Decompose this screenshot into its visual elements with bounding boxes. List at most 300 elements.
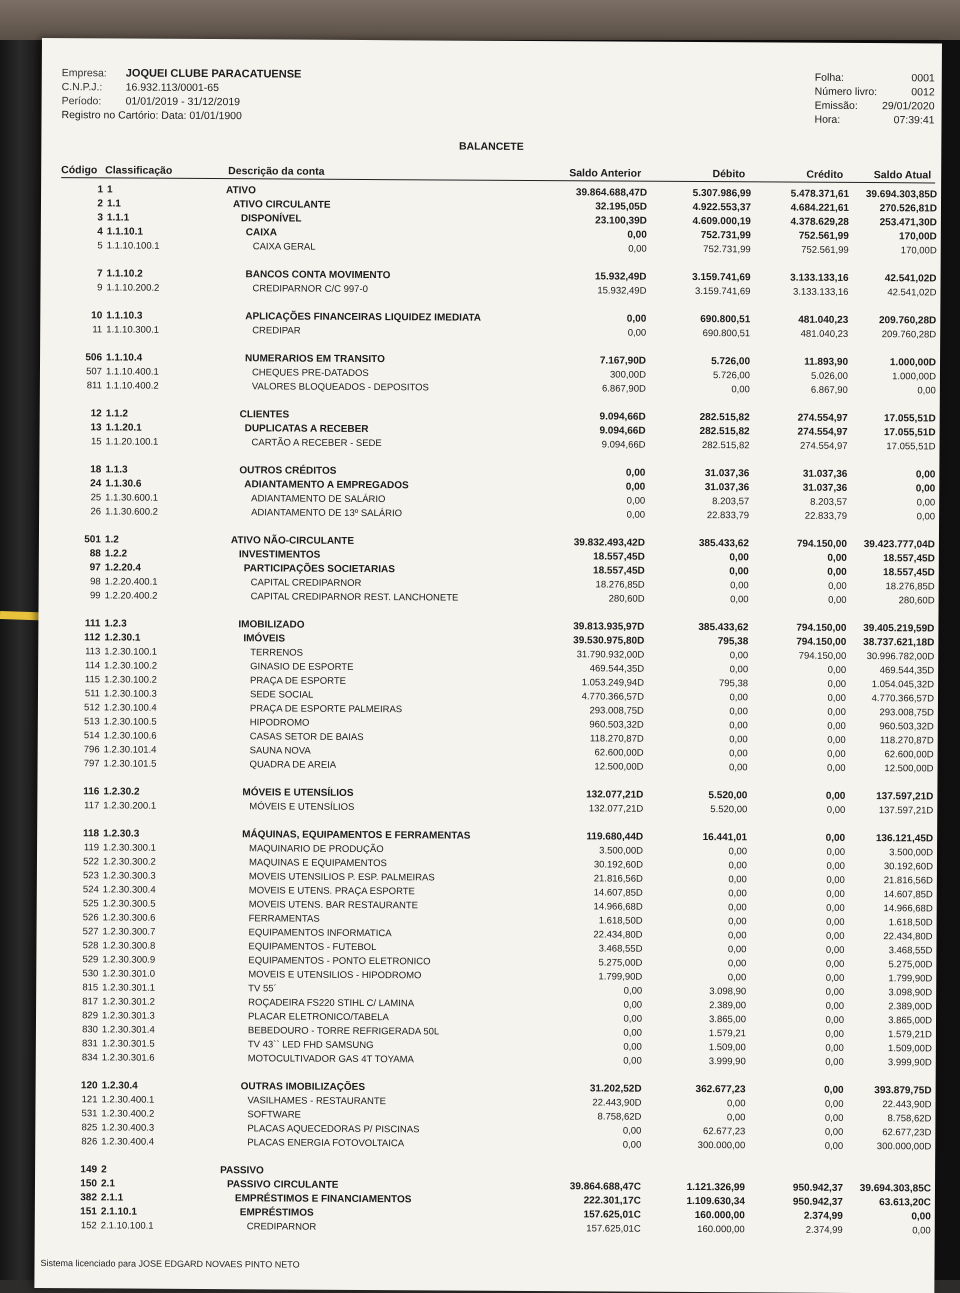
debito-cell: 3.098,90 xyxy=(709,986,747,998)
codigo-cell: 113 xyxy=(85,646,101,658)
codigo-cell: 18 xyxy=(90,464,102,476)
descricao-cell: GINASIO DE ESPORTE xyxy=(250,661,354,673)
saldo-atual-cell: 18.276,85D xyxy=(885,581,935,593)
classificacao-cell: 1.2.30.301.2 xyxy=(102,996,155,1008)
credito-cell: 0,00 xyxy=(825,1000,845,1012)
saldo-anterior-cell: 14.607,85D xyxy=(593,887,643,899)
saldo-anterior-cell: 0,00 xyxy=(628,243,647,255)
credito-cell: 0,00 xyxy=(825,1014,845,1026)
registro-value: Registro no Cartório: Data: 01/01/1900 xyxy=(61,109,242,123)
saldo-atual-cell: 30.192,60D xyxy=(883,861,933,873)
descricao-cell: MOVEIS E UTENS. PRAÇA ESPORTE xyxy=(248,885,415,898)
codigo-cell: 817 xyxy=(82,996,99,1008)
cnpj-value: 16.932.113/0001-65 xyxy=(125,81,219,95)
saldo-anterior-cell: 0,00 xyxy=(625,467,646,479)
saldo-atual-cell: 17.055,51D xyxy=(886,441,936,453)
descricao-cell: DUPLICATAS A RECEBER xyxy=(244,423,369,436)
empresa-label: Empresa: xyxy=(61,67,107,80)
codigo-cell: 526 xyxy=(82,912,99,924)
codigo-cell: 152 xyxy=(80,1220,97,1232)
debito-cell: 752.731,99 xyxy=(703,244,751,256)
saldo-atual-cell: 8.758,62D xyxy=(887,1113,932,1125)
col-classificacao: Classificação xyxy=(105,164,173,177)
folha-value: 0001 xyxy=(911,72,935,85)
debito-cell: 362.677,23 xyxy=(695,1084,746,1096)
credito-cell: 0,00 xyxy=(826,902,845,914)
classificacao-cell: 1.2.30.301.3 xyxy=(101,1010,155,1022)
saldo-anterior-cell: 15.932,49D xyxy=(594,271,647,283)
classificacao-cell: 2.1.10.100.1 xyxy=(100,1220,154,1232)
credito-cell: 274.554,97 xyxy=(799,440,848,452)
saldo-atual-cell: 2.389,00D xyxy=(888,1001,933,1013)
classificacao-cell: 1.1.1 xyxy=(106,212,130,224)
saldo-atual-cell: 1.579,21D xyxy=(888,1029,932,1041)
credito-cell: 5.026,00 xyxy=(810,370,848,382)
debito-cell: 0,00 xyxy=(728,860,747,872)
debito-cell: 0,00 xyxy=(729,566,749,578)
descricao-cell: ATIVO NÃO-CIRCULANTE xyxy=(230,535,355,547)
descricao-cell: APLICAÇÕES FINANCEIRAS LIQUIDEZ IMEDIATA xyxy=(245,311,482,324)
descricao-cell: EMPRÉSTIMOS xyxy=(239,1207,314,1219)
saldo-atual-cell: 209.760,28D xyxy=(878,315,937,327)
saldo-atual-cell: 1.054.045,32D xyxy=(871,679,935,691)
credito-cell: 11.893,90 xyxy=(804,356,849,368)
credito-cell: 274.554,97 xyxy=(797,412,848,424)
credito-cell: 0,00 xyxy=(825,944,845,956)
periodo-value: 01/01/2019 - 31/12/2019 xyxy=(125,95,241,109)
descricao-cell: CAPITAL CREDIPARNOR xyxy=(250,577,362,589)
descricao-cell: TERRENOS xyxy=(250,647,304,659)
saldo-anterior-cell: 0,00 xyxy=(627,327,647,339)
classificacao-cell: 1.2.30.200.1 xyxy=(103,800,157,812)
debito-cell: 385.433,62 xyxy=(698,622,749,634)
livro-value: 0012 xyxy=(911,86,935,99)
cnpj-label: C.N.P.J.: xyxy=(61,81,103,94)
classificacao-cell: 1.2.30.301.5 xyxy=(101,1038,155,1050)
classificacao-cell: 1 xyxy=(107,184,113,196)
saldo-atual-cell: 39.405.219,59D xyxy=(863,623,935,635)
saldo-atual-cell: 39.694.303,85D xyxy=(865,189,938,201)
descricao-cell: ATIVO CIRCULANTE xyxy=(232,199,331,211)
descricao-cell: CAIXA GERAL xyxy=(252,241,316,253)
saldo-anterior-cell: 30.192,60D xyxy=(593,859,643,871)
credito-cell: 3.133.133,16 xyxy=(790,272,849,284)
saldo-anterior-cell: 0,00 xyxy=(626,313,647,325)
saldo-anterior-cell: 1.799,90D xyxy=(598,971,643,983)
codigo-cell: 797 xyxy=(83,758,100,770)
credito-cell: 950.942,37 xyxy=(792,1196,843,1208)
credito-cell: 0,00 xyxy=(826,846,846,858)
credito-cell: 4.378.629,28 xyxy=(790,216,849,228)
descricao-cell: SOFTWARE xyxy=(247,1109,301,1121)
classificacao-cell: 1.1.10.400.2 xyxy=(105,380,159,392)
saldo-anterior-cell: 14.966,68D xyxy=(593,901,643,913)
codigo-cell: 151 xyxy=(80,1206,97,1218)
codigo-cell: 97 xyxy=(89,562,101,574)
debito-cell: 3.999,90 xyxy=(708,1056,746,1068)
credito-cell: 2.374,99 xyxy=(803,1210,843,1222)
classificacao-cell: 2.1 xyxy=(100,1178,115,1190)
saldo-anterior-cell: 0,00 xyxy=(625,481,646,493)
saldo-anterior-cell: 5.275,00D xyxy=(598,957,643,969)
saldo-atual-cell: 209.760,28D xyxy=(881,329,937,341)
credito-cell: 0,00 xyxy=(825,972,845,984)
debito-cell: 0,00 xyxy=(728,916,747,928)
codigo-cell: 116 xyxy=(83,786,100,798)
saldo-atual-cell: 270.526,81D xyxy=(879,203,938,215)
balancete-sheet xyxy=(34,38,942,1293)
codigo-cell: 530 xyxy=(82,968,99,980)
codigo-cell: 525 xyxy=(82,898,99,910)
saldo-atual-cell: 960.503,32D xyxy=(879,721,934,733)
codigo-cell: 796 xyxy=(83,744,100,756)
descricao-cell: CREDIPAR xyxy=(252,325,301,337)
credito-cell: 0,00 xyxy=(824,1084,844,1096)
emissao-label: Emissão: xyxy=(814,99,858,112)
codigo-cell: 12 xyxy=(90,408,102,420)
saldo-anterior-cell: 0,00 xyxy=(623,985,643,997)
credito-cell: 0,00 xyxy=(828,580,847,592)
debito-cell: 0,00 xyxy=(727,944,747,956)
saldo-atual-cell: 14.607,85D xyxy=(883,889,933,901)
classificacao-cell: 1.2.30.301.4 xyxy=(101,1024,155,1036)
classificacao-cell: 1.2.30.1 xyxy=(104,632,141,644)
classificacao-cell: 1.2.30.300.5 xyxy=(102,898,156,910)
saldo-atual-cell: 0,00 xyxy=(916,511,936,523)
credito-cell: 0,00 xyxy=(824,1112,844,1124)
codigo-cell: 514 xyxy=(83,730,100,742)
company-header xyxy=(61,66,301,123)
debito-cell: 0,00 xyxy=(730,594,749,606)
classificacao-cell: 1.2.30.101.4 xyxy=(103,744,157,756)
credito-cell: 6.867,90 xyxy=(810,384,848,396)
descricao-cell: ADIANTAMENTO DE 13º SALÁRIO xyxy=(251,507,403,520)
saldo-anterior-cell: 222.301,17C xyxy=(583,1195,641,1207)
saldo-atual-cell: 39.423.777,04D xyxy=(863,539,935,551)
credito-cell: 0,00 xyxy=(825,790,846,802)
saldo-atual-cell: 14.966,68D xyxy=(883,903,933,915)
debito-cell: 0,00 xyxy=(730,580,749,592)
debito-cell: 5.520,00 xyxy=(710,804,748,816)
codigo-cell: 115 xyxy=(84,674,101,686)
hora-value: 07:39:41 xyxy=(893,114,935,127)
empresa-value: JOQUEI CLUBE PARACATUENSE xyxy=(125,67,302,81)
credito-cell: 0,00 xyxy=(824,1126,844,1138)
credito-cell: 5.478.371,61 xyxy=(790,188,850,200)
credito-cell: 794.150,00 xyxy=(796,622,847,634)
descricao-cell: HIPODROMO xyxy=(249,717,310,729)
descricao-cell: EQUIPAMENTOS - PONTO ELETRONICO xyxy=(248,955,431,968)
debito-cell: 31.037,36 xyxy=(704,482,750,494)
descricao-cell: MÁQUINAS, EQUIPAMENTOS E FERRAMENTAS xyxy=(242,829,471,842)
codigo-cell: 26 xyxy=(90,506,102,518)
debito-cell: 0,00 xyxy=(731,384,750,396)
codigo-cell: 826 xyxy=(81,1136,98,1148)
credito-cell: 0,00 xyxy=(827,552,847,564)
saldo-atual-cell: 170,00D xyxy=(898,231,937,243)
debito-cell: 300.000,00 xyxy=(697,1140,746,1152)
codigo-cell: 825 xyxy=(81,1122,98,1134)
credito-cell: 0,00 xyxy=(825,1042,844,1054)
saldo-anterior-cell: 18.276,85D xyxy=(595,579,645,591)
debito-cell: 3.865,00 xyxy=(708,1014,747,1026)
saldo-atual-cell: 0,00 xyxy=(912,1225,931,1237)
descricao-cell: CLIENTES xyxy=(239,409,290,421)
saldo-atual-cell: 0,00 xyxy=(911,1211,931,1223)
codigo-cell: 830 xyxy=(82,1024,98,1036)
codigo-cell: 25 xyxy=(90,492,102,504)
saldo-atual-cell: 62.600,00D xyxy=(884,749,934,761)
saldo-anterior-cell: 12.500,00D xyxy=(594,761,644,773)
saldo-atual-cell: 118.270,87D xyxy=(879,735,934,747)
descricao-cell: TV 43`` LED FHD SAMSUNG xyxy=(247,1039,374,1052)
credito-cell: 0,00 xyxy=(827,678,847,690)
saldo-anterior-cell: 21.816,56D xyxy=(593,873,643,885)
descricao-cell: MÓVEIS E UTENSÍLIOS xyxy=(242,787,354,799)
credito-cell: 950.942,37 xyxy=(792,1182,844,1194)
codigo-cell: 829 xyxy=(82,1010,99,1022)
credito-cell: 31.037,36 xyxy=(802,468,848,480)
codigo-cell: 811 xyxy=(86,380,102,392)
credito-cell: 481.040,23 xyxy=(800,328,849,340)
debito-cell: 0,00 xyxy=(726,1112,746,1124)
descricao-cell: CHEQUES PRE-DATADOS xyxy=(251,367,369,380)
descricao-cell: TV 55´ xyxy=(248,983,277,995)
saldo-anterior-cell: 157.625,01C xyxy=(583,1209,641,1221)
saldo-anterior-cell: 0,00 xyxy=(623,999,643,1011)
classificacao-cell: 1.1.10.2 xyxy=(106,268,143,280)
saldo-atual-cell: 3.865,00D xyxy=(888,1015,933,1027)
credito-cell: 2.374,99 xyxy=(805,1224,843,1236)
saldo-anterior-cell: 31.202,52D xyxy=(589,1083,642,1095)
debito-cell: 0,00 xyxy=(727,972,747,984)
credito-cell: 794.150,00 xyxy=(796,636,847,648)
saldo-atual-cell: 280,60D xyxy=(898,595,935,607)
descricao-cell: MAQUINARIO DE PRODUÇÃO xyxy=(249,843,384,856)
codigo-cell: 512 xyxy=(84,702,100,714)
col-saldo-anterior: Saldo Anterior xyxy=(569,167,642,180)
debito-cell: 0,00 xyxy=(729,650,749,662)
debito-cell: 0,00 xyxy=(728,902,747,914)
saldo-anterior-cell: 0,00 xyxy=(622,1139,642,1151)
classificacao-cell: 1.1.30.6 xyxy=(105,478,142,490)
saldo-atual-cell: 38.737.621,18D xyxy=(863,637,935,649)
codigo-cell: 5 xyxy=(97,240,103,252)
debito-cell: 690.800,51 xyxy=(700,314,751,326)
classificacao-cell: 1.1.30.600.2 xyxy=(105,506,158,518)
saldo-anterior-cell: 62.600,00D xyxy=(594,747,644,759)
credito-cell: 0,00 xyxy=(827,720,846,732)
credito-cell: 0,00 xyxy=(827,748,846,760)
classificacao-cell: 1.2.30.301.0 xyxy=(102,968,156,980)
saldo-anterior-cell: 119.680,44D xyxy=(586,831,644,843)
license-footer: Sistema licenciado para JOSE EDGARD NOVAES PINTO NETO xyxy=(40,1258,300,1270)
credito-cell: 0,00 xyxy=(825,1028,844,1040)
classificacao-cell: 1.2.30.100.4 xyxy=(103,702,157,714)
saldo-atual-cell: 42.541,02D xyxy=(884,273,937,285)
classificacao-cell: 1.2.30.2 xyxy=(103,786,140,798)
classificacao-cell: 1.2.30.300.9 xyxy=(102,954,156,966)
descricao-cell: ADIANTAMENTO A EMPREGADOS xyxy=(244,479,409,492)
debito-cell: 0,00 xyxy=(726,1098,746,1110)
classificacao-cell: 1.1.20.1 xyxy=(105,422,142,434)
saldo-anterior-cell: 39.832.493,42D xyxy=(573,537,645,549)
codigo-cell: 522 xyxy=(83,856,100,868)
debito-cell: 4.609.000,19 xyxy=(692,215,751,228)
saldo-anterior-cell: 22.434,80D xyxy=(593,929,643,941)
saldo-atual-cell: 0,00 xyxy=(915,469,936,481)
credito-cell: 0,00 xyxy=(824,1140,844,1152)
debito-cell: 0,00 xyxy=(729,762,748,774)
credito-cell: 752.561,99 xyxy=(801,244,849,256)
credito-cell: 752.561,99 xyxy=(798,230,849,242)
saldo-atual-cell: 22.434,80D xyxy=(883,931,933,943)
classificacao-cell: 1.1.10.4 xyxy=(106,352,143,364)
saldo-anterior-cell: 118.270,87D xyxy=(589,733,644,745)
codigo-cell: 382 xyxy=(80,1192,97,1204)
codigo-cell: 10 xyxy=(91,310,103,322)
credito-cell: 0,00 xyxy=(826,860,845,872)
credito-cell: 0,00 xyxy=(825,930,845,942)
saldo-anterior-cell: 0,00 xyxy=(622,1125,642,1137)
codigo-cell: 98 xyxy=(90,576,101,588)
saldo-anterior-cell: 6.867,90D xyxy=(601,383,646,395)
classificacao-cell: 1.2.20.400.1 xyxy=(104,576,158,588)
descricao-cell: SEDE SOCIAL xyxy=(249,689,314,701)
classificacao-cell: 1.1.3 xyxy=(105,464,128,476)
credito-cell: 794.150,00 xyxy=(796,538,847,550)
descricao-cell: ATIVO xyxy=(226,185,256,197)
codigo-cell: 1 xyxy=(97,184,104,196)
classificacao-cell: 1.2.2 xyxy=(104,548,128,560)
saldo-atual-cell: 3.999,90D xyxy=(887,1057,932,1069)
report-info xyxy=(814,71,934,128)
classificacao-cell: 2 xyxy=(101,1164,107,1176)
codigo-cell: 513 xyxy=(83,716,100,728)
classificacao-cell: 1.1.20.100.1 xyxy=(105,436,159,448)
saldo-anterior-cell: 8.758,62D xyxy=(597,1111,642,1123)
descricao-cell: PARTICIPAÇÕES SOCIETARIAS xyxy=(243,563,395,576)
saldo-atual-cell: 30.996.782,00D xyxy=(866,651,935,663)
credito-cell: 0,00 xyxy=(825,832,846,844)
debito-cell: 282.515,82 xyxy=(699,412,750,424)
saldo-atual-cell: 4.770.366,57D xyxy=(871,693,935,705)
saldo-atual-cell: 3.500,00D xyxy=(889,847,934,859)
saldo-atual-cell: 22.443,90D xyxy=(882,1099,932,1111)
classificacao-cell: 1.1.10.1 xyxy=(106,226,144,238)
saldo-atual-cell: 17.055,51D xyxy=(883,413,936,425)
descricao-cell: EMPRÉSTIMOS E FINANCIAMENTOS xyxy=(234,1193,412,1206)
classificacao-cell: 1.2.30.300.6 xyxy=(102,912,156,924)
debito-cell: 0,00 xyxy=(729,720,748,732)
debito-cell: 5.726,00 xyxy=(712,370,750,382)
descricao-cell: CASAS SETOR DE BAIAS xyxy=(249,731,364,743)
descricao-cell: PASSIVO CIRCULANTE xyxy=(226,1179,339,1191)
debito-cell: 5.520,00 xyxy=(708,790,748,802)
debito-cell: 1.579,21 xyxy=(708,1028,746,1040)
classificacao-cell: 1.1 xyxy=(106,198,121,210)
debito-cell: 31.037,36 xyxy=(704,468,750,480)
debito-cell: 752.731,99 xyxy=(700,230,751,242)
col-codigo: Código xyxy=(61,164,98,177)
codigo-cell: 99 xyxy=(89,590,101,602)
saldo-anterior-cell: 39.813.935,97D xyxy=(573,621,645,633)
codigo-cell: 9 xyxy=(97,282,103,294)
codigo-cell: 834 xyxy=(81,1052,98,1064)
debito-cell: 1.121.326,99 xyxy=(686,1181,746,1194)
classificacao-cell: 1.2.30.400.2 xyxy=(101,1108,155,1120)
classificacao-cell: 1.1.10.3 xyxy=(106,310,143,322)
saldo-atual-cell: 137.597,21D xyxy=(876,791,934,803)
debito-cell: 0,00 xyxy=(729,552,749,564)
saldo-anterior-cell: 3.500,00D xyxy=(599,845,644,857)
table-header xyxy=(61,161,935,183)
classificacao-cell: 1.1.30.600.1 xyxy=(105,492,159,504)
classificacao-cell: 1.2.30.3 xyxy=(103,828,140,840)
classificacao-cell: 1.2.30.400.1 xyxy=(101,1094,155,1106)
classificacao-cell: 1.2.30.100.6 xyxy=(103,730,157,742)
saldo-anterior-cell: 132.077,21D xyxy=(586,789,644,801)
saldo-anterior-cell: 15.932,49D xyxy=(597,285,647,297)
descricao-cell: MOTOCULTIVADOR GAS 4T TOYAMA xyxy=(247,1053,414,1066)
codigo-cell: 4 xyxy=(97,226,103,238)
codigo-cell: 112 xyxy=(84,632,101,644)
debito-cell: 160.000,00 xyxy=(697,1224,745,1236)
saldo-anterior-cell: 1.053.249,94D xyxy=(581,677,645,689)
debito-cell: 5.307.986,99 xyxy=(692,187,752,200)
saldo-anterior-cell: 9.094,66D xyxy=(601,439,646,451)
codigo-cell: 149 xyxy=(80,1164,98,1176)
codigo-cell: 118 xyxy=(82,828,100,840)
descricao-cell: DISPONÍVEL xyxy=(240,213,302,225)
saldo-atual-cell: 42.541,02D xyxy=(887,287,937,299)
saldo-atual-cell: 1.799,90D xyxy=(888,973,933,985)
saldo-anterior-cell: 0,00 xyxy=(623,1027,642,1039)
classificacao-cell: 1.2.30.4 xyxy=(101,1080,138,1092)
debito-cell: 0,00 xyxy=(729,664,749,676)
credito-cell: 0,00 xyxy=(825,1056,844,1068)
credito-cell: 0,00 xyxy=(826,916,845,928)
codigo-cell: 13 xyxy=(90,422,102,434)
debito-cell: 282.515,82 xyxy=(699,426,750,438)
codigo-cell: 15 xyxy=(90,436,102,448)
classificacao-cell: 1.2.30.300.3 xyxy=(102,870,156,882)
saldo-anterior-cell: 0,00 xyxy=(626,509,646,521)
debito-cell: 0,00 xyxy=(729,706,748,718)
credito-cell: 794.150,00 xyxy=(798,650,847,662)
saldo-anterior-cell: 0,00 xyxy=(623,1041,642,1053)
credito-cell: 3.133.133,16 xyxy=(792,286,849,298)
livro-label: Número livro: xyxy=(814,85,878,99)
debito-cell: 3.159.741,69 xyxy=(692,271,751,284)
saldo-atual-cell: 0,00 xyxy=(916,497,936,509)
credito-cell: 481.040,23 xyxy=(798,314,849,326)
codigo-cell: 11 xyxy=(92,324,103,336)
saldo-atual-cell: 253.471,30D xyxy=(879,217,937,229)
saldo-anterior-cell: 293.008,75D xyxy=(589,705,644,717)
saldo-atual-cell: 18.557,45D xyxy=(883,553,935,565)
saldo-atual-cell: 62.677,23D xyxy=(882,1127,932,1139)
codigo-cell: 3 xyxy=(97,212,103,224)
saldo-atual-cell: 12.500,00D xyxy=(884,763,934,775)
col-credito: Crédito xyxy=(806,168,844,181)
saldo-anterior-cell: 18.557,45D xyxy=(593,565,645,577)
codigo-cell: 815 xyxy=(82,982,99,994)
saldo-anterior-cell: 23.100,39D xyxy=(595,215,647,227)
classificacao-cell: 1.2.30.300.4 xyxy=(102,884,156,896)
descricao-cell: CAPITAL CREDIPARNOR REST. LANCHONETE xyxy=(250,591,459,604)
descricao-cell: BANCOS CONTA MOVIMENTO xyxy=(245,269,391,282)
